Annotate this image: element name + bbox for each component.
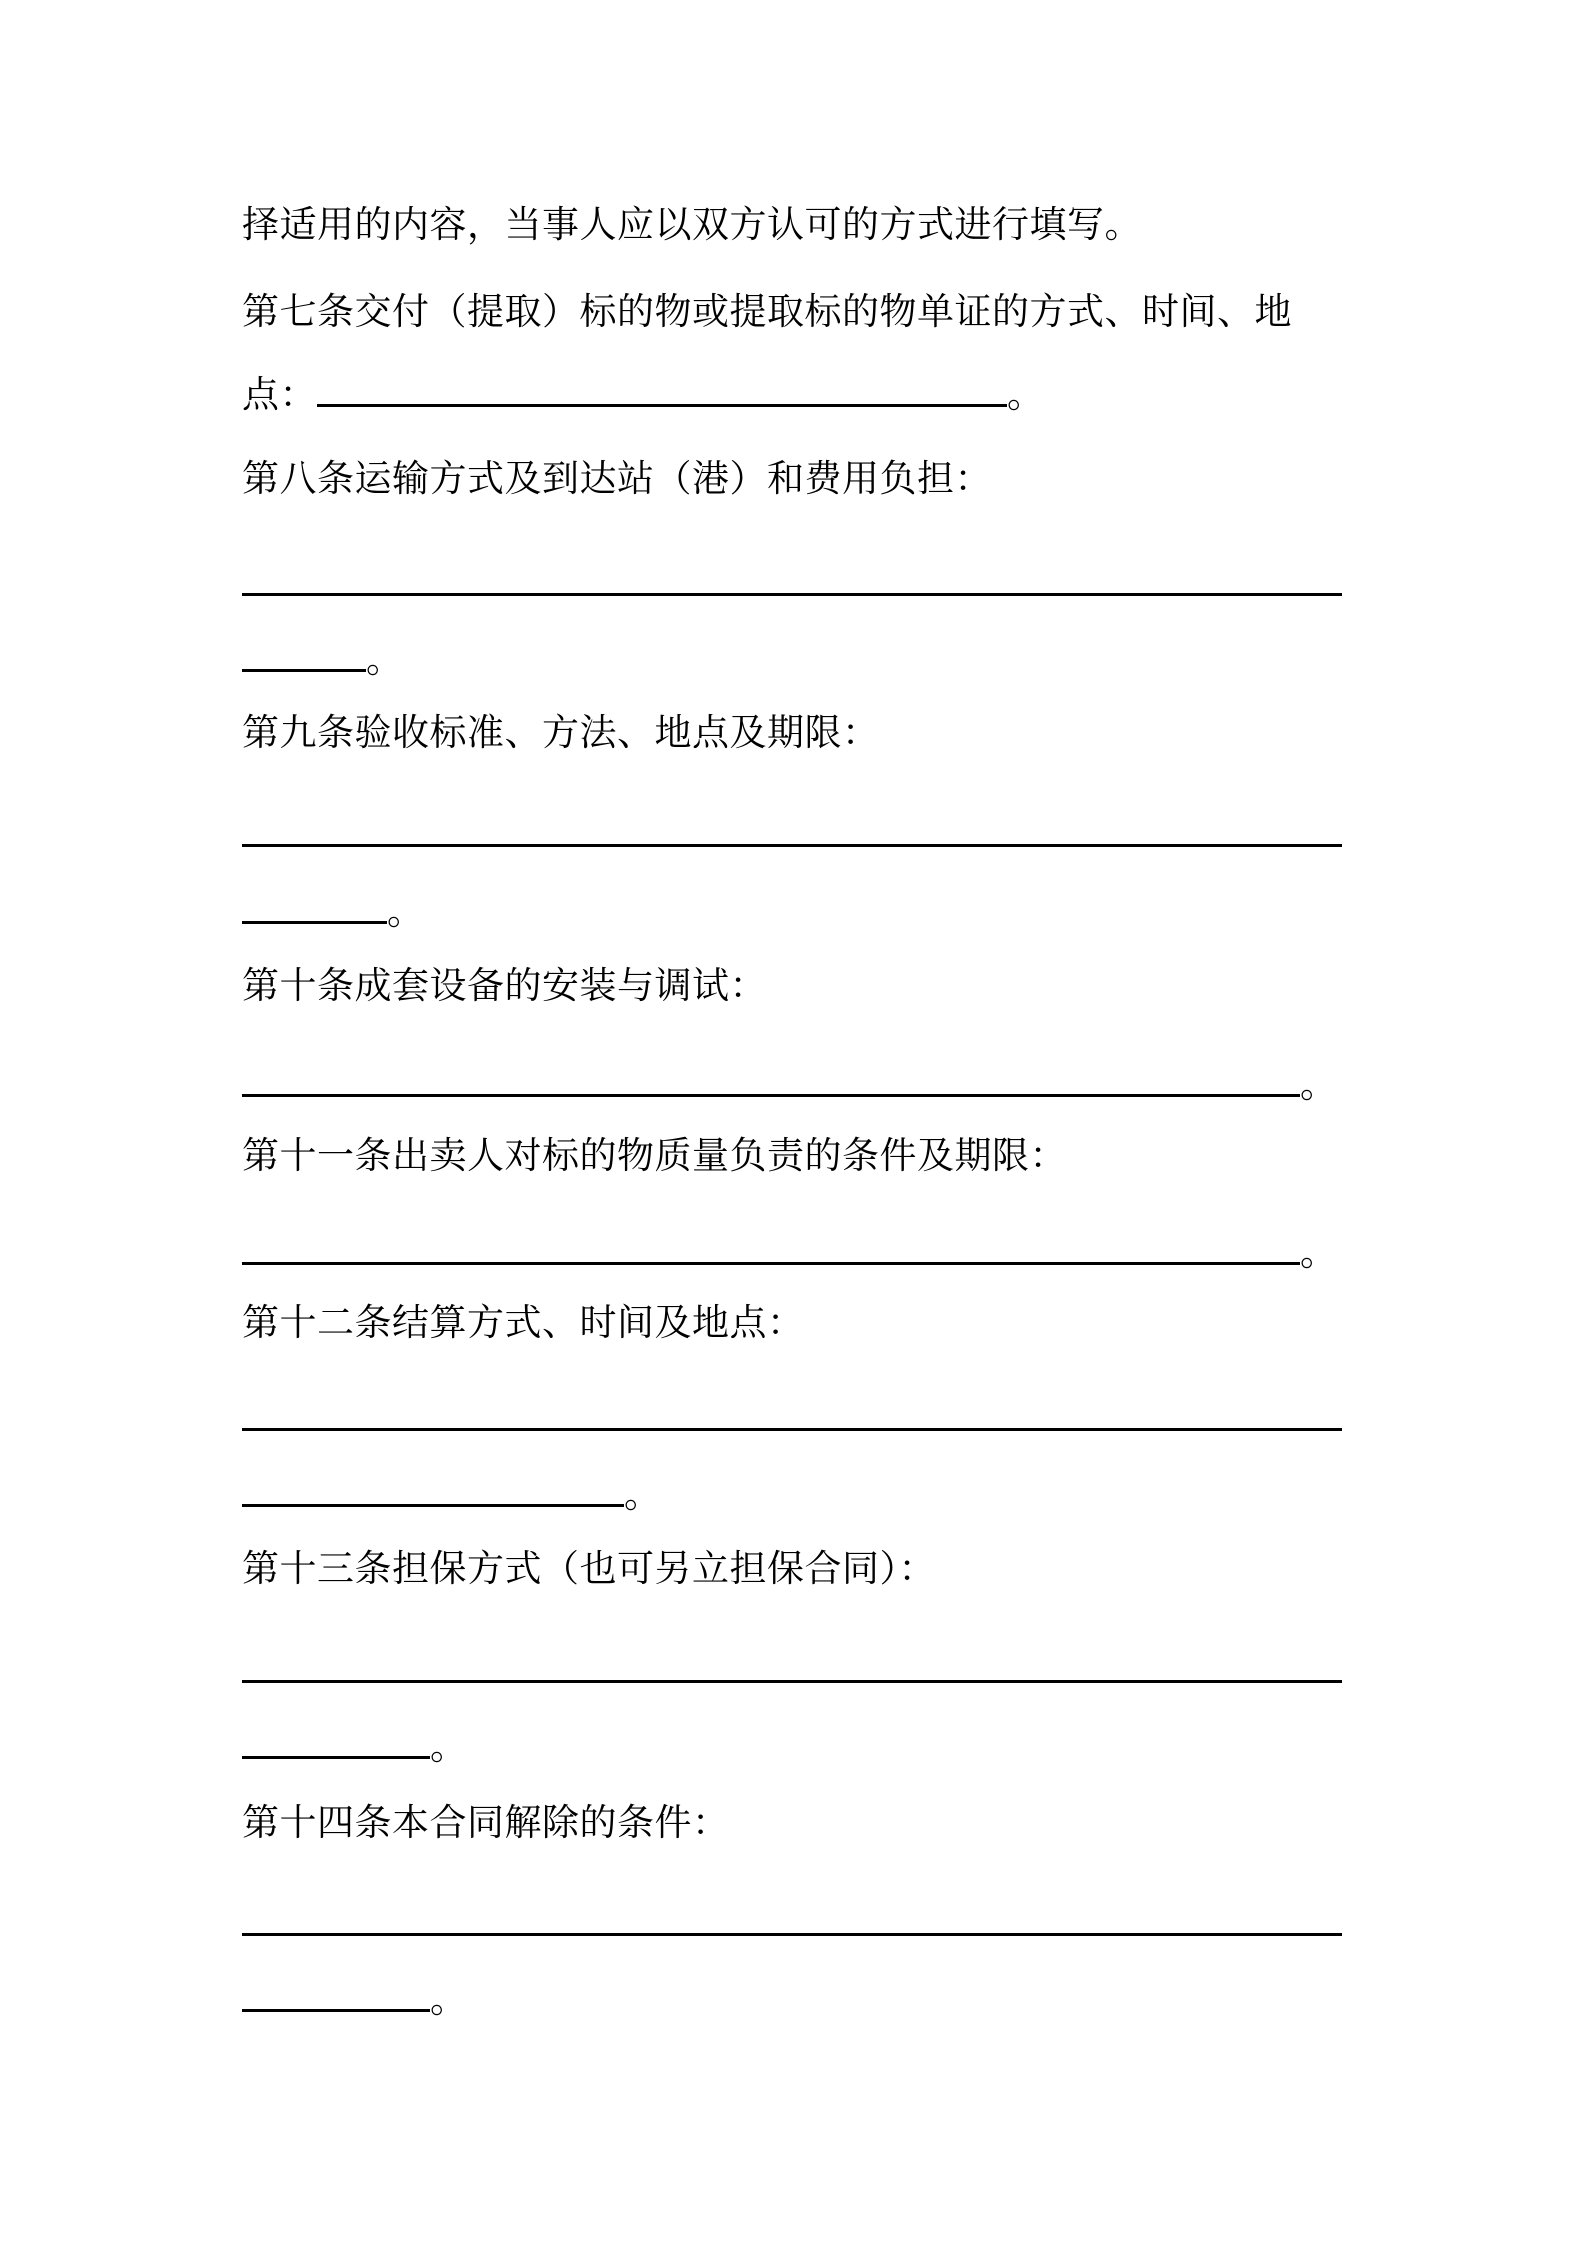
article-13-blank-line bbox=[242, 1646, 1342, 1696]
article-11-heading bbox=[242, 1131, 1067, 1181]
line-text: 第十二条结算方式、时间及地点： bbox=[242, 1301, 805, 1344]
article-14-blank-line-end bbox=[242, 1975, 468, 2025]
article-7-heading bbox=[242, 287, 1292, 337]
line-text: 第九条验收标准、方法、地点及期限： bbox=[242, 711, 880, 754]
fill-in-blank[interactable] bbox=[242, 1232, 1300, 1265]
article-9-blank-line-end bbox=[242, 887, 425, 937]
article-10-heading bbox=[242, 961, 767, 1011]
line-text: 第八条运输方式及到达站（港）和费用负担： bbox=[242, 457, 992, 500]
fill-in-blank[interactable] bbox=[242, 1979, 430, 2012]
fill-in-blank[interactable] bbox=[242, 1398, 1342, 1431]
fill-in-blank[interactable] bbox=[242, 1726, 430, 1759]
article-13-blank-line-end bbox=[242, 1722, 468, 1772]
line-text: 第十一条出卖人对标的物质量负责的条件及期限： bbox=[242, 1134, 1067, 1177]
fill-in-blank[interactable] bbox=[242, 1903, 1342, 1936]
article-14-heading bbox=[242, 1798, 730, 1848]
fill-in-blank[interactable] bbox=[317, 374, 1007, 407]
fill-in-blank[interactable] bbox=[242, 814, 1342, 847]
fill-in-blank[interactable] bbox=[242, 1650, 1342, 1683]
article-10-blank-line bbox=[242, 1060, 1338, 1110]
fill-in-blank[interactable] bbox=[242, 1064, 1300, 1097]
line-suffix: 。 bbox=[430, 1978, 468, 2021]
fill-in-blank[interactable] bbox=[242, 891, 387, 924]
article-7-blank-line bbox=[242, 370, 1045, 420]
line-suffix: 。 bbox=[1007, 373, 1045, 416]
fill-in-blank[interactable] bbox=[242, 639, 366, 672]
line-suffix: 。 bbox=[387, 890, 425, 933]
line-suffix: 。 bbox=[624, 1473, 662, 1516]
article-8-blank-line-end bbox=[242, 635, 404, 685]
article-9-heading bbox=[242, 708, 880, 758]
line-suffix: 。 bbox=[1300, 1063, 1338, 1106]
line-prefix: 点： bbox=[242, 373, 317, 416]
text-line bbox=[242, 200, 1142, 250]
article-11-blank-line bbox=[242, 1228, 1338, 1278]
line-suffix: 。 bbox=[366, 638, 404, 681]
line-text: 第七条交付（提取）标的物或提取标的物单证的方式、时间、地 bbox=[242, 290, 1292, 333]
line-suffix: 。 bbox=[430, 1725, 468, 1768]
line-text: 第十四条本合同解除的条件： bbox=[242, 1801, 730, 1844]
line-text: 第十三条担保方式（也可另立担保合同）： bbox=[242, 1547, 936, 1590]
article-14-blank-line bbox=[242, 1899, 1342, 1949]
fill-in-blank[interactable] bbox=[242, 1474, 624, 1507]
article-9-blank-line bbox=[242, 810, 1342, 860]
line-text: 第十条成套设备的安装与调试： bbox=[242, 964, 767, 1007]
article-13-heading bbox=[242, 1544, 936, 1594]
line-suffix: 。 bbox=[1300, 1231, 1338, 1274]
article-8-heading bbox=[242, 454, 992, 504]
article-12-blank-line bbox=[242, 1394, 1342, 1444]
article-12-heading bbox=[242, 1298, 805, 1348]
article-8-blank-line bbox=[242, 559, 1342, 609]
fill-in-blank[interactable] bbox=[242, 563, 1342, 596]
article-12-blank-line-end bbox=[242, 1470, 662, 1520]
line-text: 择适用的内容，当事人应以双方认可的方式进行填写。 bbox=[242, 203, 1142, 246]
